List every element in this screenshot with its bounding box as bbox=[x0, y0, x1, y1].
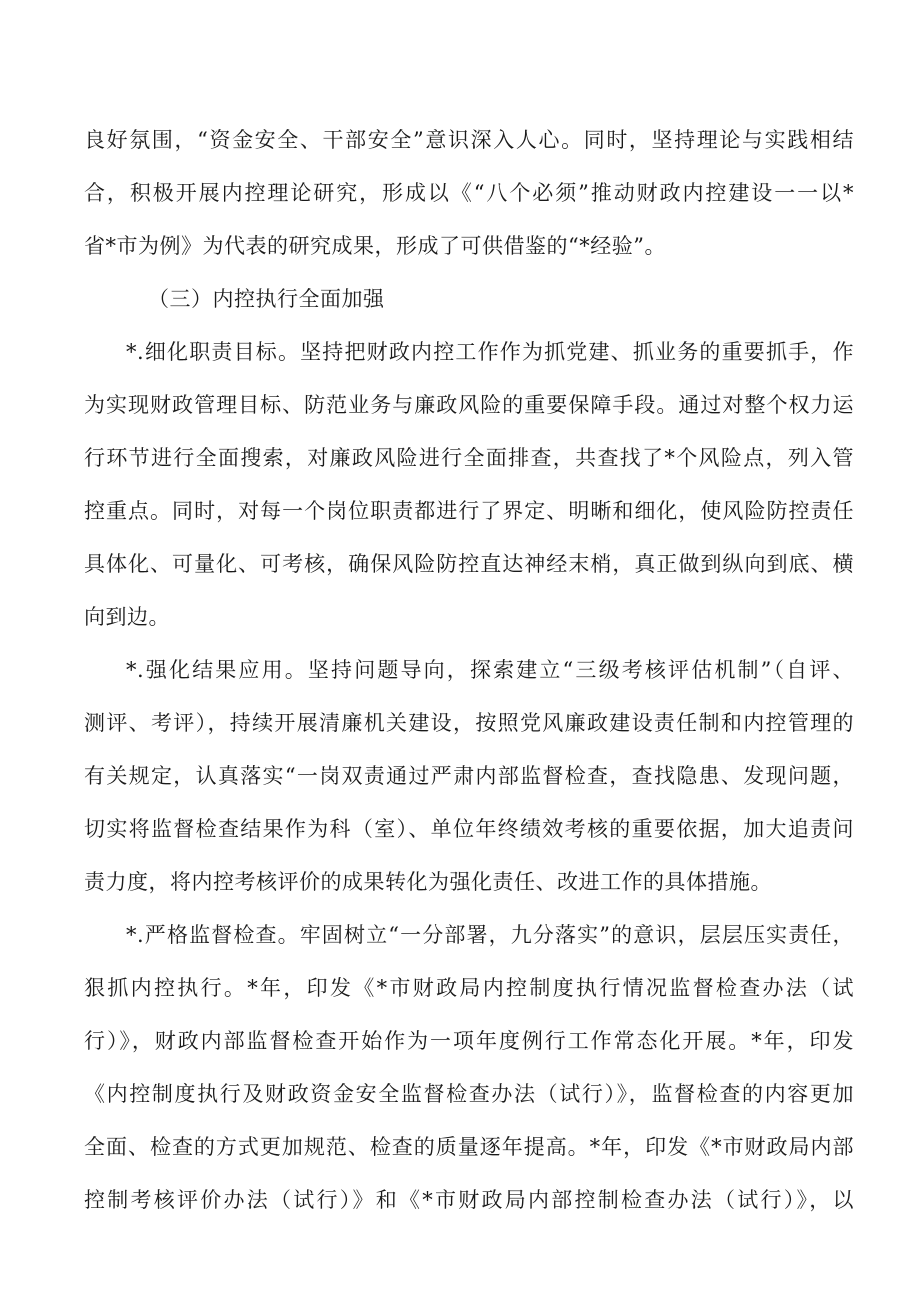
text-line: 切实将监督检查结果作为科（室）、单位年终绩效考核的重要依据，加大追责问 bbox=[84, 817, 854, 841]
text-line: 合，积极开展内控理论研究，形成以《“八个必须”推动财政内控建设一一以* bbox=[84, 181, 854, 205]
text-line: 有关规定，认真落实“一岗双责通过严肃内部监督检查，查找隐患、发现问题， bbox=[84, 764, 854, 788]
text-line: 行环节进行全面搜索，对廉政风险进行全面排查，共查找了*个风险点，列入管 bbox=[84, 446, 854, 470]
text-line: 控制考核评价办法（试行）》和《*市财政局内部控制检查办法（试行）》，以 bbox=[84, 1188, 854, 1212]
text-line: 测评、考评），持续开展清廉机关建设，按照党风廉政建设责任制和内控管理的 bbox=[84, 711, 854, 735]
text-line: *.严格监督检查。牢固树立“一分部署，九分落实”的意识，层层压实责任， bbox=[126, 923, 854, 947]
text-line: *.细化职责目标。坚持把财政内控工作作为抓党建、抓业务的重要抓手，作 bbox=[126, 340, 854, 364]
text-line: 行）》，财政内部监督检查开始作为一项年度例行工作常态化开展。*年，印发 bbox=[84, 1029, 854, 1053]
text-line: 为实现财政管理目标、防范业务与廉政风险的重要保障手段。通过对整个权力运 bbox=[84, 393, 854, 417]
text-line: 向到边。 bbox=[84, 605, 170, 629]
text-line: 良好氛围，“资金安全、干部安全”意识深入人心。同时，坚持理论与实践相结 bbox=[84, 128, 854, 152]
section-heading: （三）内控执行全面加强 bbox=[148, 287, 385, 311]
text-line: *.强化结果应用。坚持问题导向，探索建立“三级考核评估机制”（自评、 bbox=[126, 658, 854, 682]
text-line: 全面、检查的方式更加规范、检查的质量逐年提高。*年，印发《*市财政局内部 bbox=[84, 1135, 854, 1159]
text-line: 《内控制度执行及财政资金安全监督检查办法（试行）》，监督检查的内容更加 bbox=[84, 1082, 854, 1106]
text-line: 责力度，将内控考核评价的成果转化为强化责任、改进工作的具体措施。 bbox=[84, 870, 772, 894]
text-line: 具体化、可量化、可考核，确保风险防控直达神经末梢，真正做到纵向到底、横 bbox=[84, 552, 854, 576]
text-line: 省*市为例》为代表的研究成果，形成了可供借鉴的“*经验”。 bbox=[84, 234, 666, 258]
text-line: 狠抓内控执行。*年，印发《*市财政局内控制度执行情况监督检查办法（试 bbox=[84, 976, 854, 1000]
text-line: 控重点。同时，对每一个岗位职责都进行了界定、明晰和细化，使风险防控责任 bbox=[84, 499, 854, 523]
